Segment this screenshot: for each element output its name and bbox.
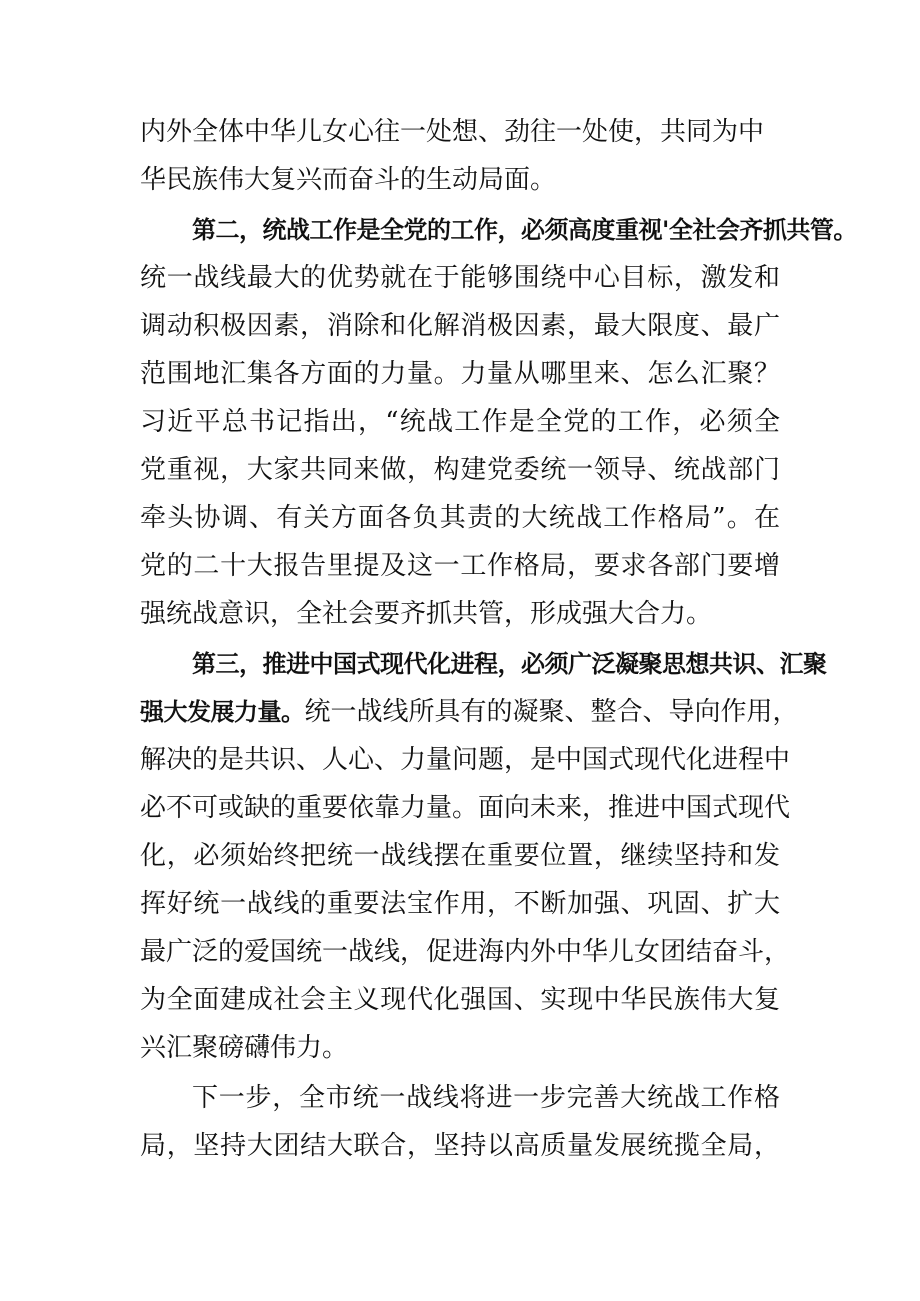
line-text: 习近平总书记指出，“统战工作是全党的工作，必须全 bbox=[140, 407, 780, 437]
line-text: 局，坚持大团结大联合，坚持以高质量发展统揽全局， bbox=[140, 1131, 780, 1161]
text-line bbox=[140, 350, 780, 398]
line-text: 化，必须始终把统一战线摆在重要位置，继续坚持和发 bbox=[140, 841, 780, 871]
text-line bbox=[140, 976, 780, 1024]
text-line bbox=[192, 1074, 780, 1122]
line-text: 统一战线所具有的凝聚、整合、导向作用， bbox=[304, 697, 799, 727]
line-text: 解决的是共识、人心、力量问题，是中国式现代化进程中 bbox=[140, 745, 791, 775]
bold-heading: 第三，推进中国式现代化进程，必须广泛凝聚思想共识、汇聚 bbox=[192, 650, 827, 678]
line-text: 牵头协调、有关方面各负其责的大统战工作格局”。在 bbox=[140, 503, 780, 533]
line-text: 华民族伟大复兴而奋斗的生动局面。 bbox=[140, 165, 557, 195]
line-text: 党重视，大家共同来做，构建党委统一领导、统战部门 bbox=[140, 455, 780, 485]
text-line bbox=[140, 880, 780, 928]
line-text: 挥好统一战线的重要法宝作用，不断加强、巩固、扩大 bbox=[140, 889, 780, 919]
line-text: 下一步，全市统一战线将进一步完善大统战工作格 bbox=[192, 1083, 780, 1113]
line-text: 必不可或缺的重要依靠力量。面向未来，推进中国式现代 bbox=[140, 793, 791, 823]
text-line bbox=[140, 832, 780, 880]
text-line bbox=[140, 590, 780, 638]
line-text: 最广泛的爱国统一战线，促进海内外中华儿女团结奋斗， bbox=[140, 937, 791, 967]
text-line bbox=[140, 1122, 780, 1170]
line-text: 调动积极因素，消除和化解消极因素，最大限度、最广 bbox=[140, 311, 780, 341]
line-text: 兴汇聚磅礴伟力。 bbox=[140, 1033, 349, 1063]
text-line bbox=[140, 736, 791, 784]
text-line bbox=[140, 446, 780, 494]
text-line bbox=[140, 1024, 780, 1072]
paragraph-heading-line bbox=[192, 206, 857, 254]
text-line bbox=[140, 302, 780, 350]
line-text: 为全面建成社会主义现代化强国、实现中华民族伟大复 bbox=[140, 985, 780, 1015]
text-line bbox=[140, 254, 780, 302]
text-line bbox=[140, 108, 780, 156]
text-line bbox=[140, 494, 780, 542]
bold-heading: 第二，统战工作是全党的工作，必须高度重视'全社会齐抓共管。 bbox=[192, 216, 857, 244]
paragraph-heading-line bbox=[192, 640, 827, 688]
line-text: 统一战线最大的优势就在于能够围绕中心目标，激发和 bbox=[140, 263, 780, 293]
text-line bbox=[140, 688, 799, 736]
text-line bbox=[140, 398, 780, 446]
line-text: 党的二十大报告里提及这一工作格局，要求各部门要增 bbox=[140, 551, 780, 581]
line-text: 内外全体中华儿女心往一处想、劲往一处使，共同为中 bbox=[140, 117, 765, 147]
text-line bbox=[140, 928, 791, 976]
text-line bbox=[140, 156, 780, 204]
text-line bbox=[140, 784, 791, 832]
line-text: 范围地汇集各方面的力量。力量从哪里来、怎么汇聚？ bbox=[140, 359, 780, 389]
line-text: 强统战意识，全社会要齐抓共管，形成强大合力。 bbox=[140, 599, 713, 629]
text-line bbox=[140, 542, 780, 590]
bold-heading: 强大发展力量。 bbox=[140, 698, 305, 726]
